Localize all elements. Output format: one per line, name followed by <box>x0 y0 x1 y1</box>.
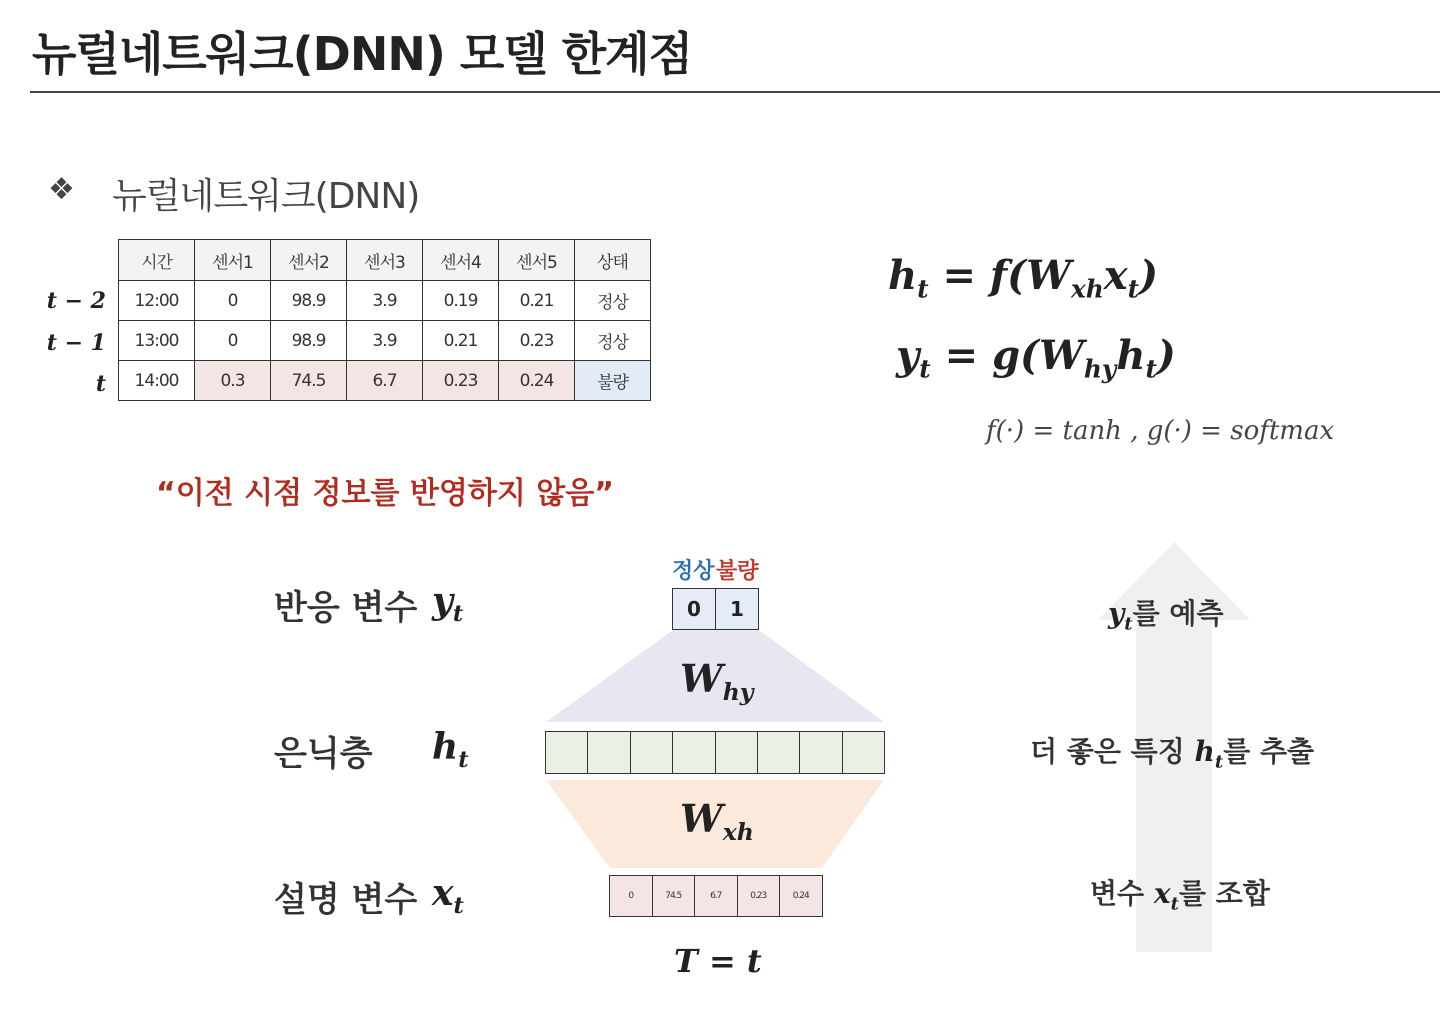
table-cell: 0.23 <box>499 321 575 361</box>
arrow-text-combine: 변수 $x_t$를 조합 <box>1090 877 1270 915</box>
equation-hidden: $h_t = f(W_{xh}x_t)$ <box>888 252 1159 304</box>
header-status: 상태 <box>575 240 651 281</box>
hidden-cell <box>546 732 587 773</box>
table-cell: 0.21 <box>423 321 499 361</box>
activation-functions: f(·) = tanh , g(·) = softmax <box>986 416 1335 446</box>
time-label: T = t <box>674 942 762 980</box>
input-vector <box>609 875 823 917</box>
input-cell: 6.7 <box>694 876 737 916</box>
table-cell: 13:00 <box>119 321 195 361</box>
input-cell: 0.24 <box>779 876 822 916</box>
hidden-symbol: $h_t$ <box>432 726 469 773</box>
response-symbol: $y_t$ <box>432 580 464 627</box>
hidden-layer-label: 은닉층 <box>274 734 373 774</box>
arrow-text-extract: 더 좋은 특징 $h_t$를 추출 <box>1030 735 1315 773</box>
header-sensor1: 센서1 <box>195 240 271 281</box>
row-label-t-1: t − 1 <box>46 330 106 356</box>
hidden-cell <box>672 732 714 773</box>
row-label-t-2: t − 2 <box>46 288 106 314</box>
output-cell: 1 <box>715 589 758 629</box>
table-cell: 0.19 <box>423 281 499 321</box>
bullet-text: 뉴럴네트워크(DNN) <box>112 176 420 217</box>
table-cell: 0.21 <box>499 281 575 321</box>
table-cell: 12:00 <box>119 281 195 321</box>
input-variable-label: 설명 변수 <box>274 880 418 920</box>
input-cell: 0.23 <box>737 876 780 916</box>
weight-xh-label: $W_{xh}$ <box>680 796 754 847</box>
hidden-cell <box>842 732 884 773</box>
table-cell: 정상 <box>575 321 651 361</box>
output-cell: 0 <box>673 589 715 629</box>
table-cell-changed: 74.5 <box>271 361 347 401</box>
input-symbol: $x_t$ <box>432 872 464 919</box>
output-vector <box>672 588 759 630</box>
output-label-normal: 정상 <box>672 559 715 584</box>
hidden-cell <box>757 732 799 773</box>
header-sensor3: 센서3 <box>347 240 423 281</box>
input-cell: 0 <box>610 876 652 916</box>
limitation-quote: “이전 시점 정보를 반영하지 않음” <box>156 476 614 511</box>
header-sensor5: 센서5 <box>499 240 575 281</box>
table-cell: 0 <box>195 281 271 321</box>
header-sensor4: 센서4 <box>423 240 499 281</box>
table-cell-status-defect: 불량 <box>575 361 651 401</box>
diamond-cluster-icon: ❖ <box>48 172 75 207</box>
table-cell-changed: 0.3 <box>195 361 271 401</box>
arrow-text-predict: $y_t$를 예측 <box>1108 597 1224 635</box>
hidden-layer-vector <box>545 731 885 774</box>
table-cell: 98.9 <box>271 321 347 361</box>
weight-hy-label: $W_{hy}$ <box>680 656 754 707</box>
input-cell: 74.5 <box>652 876 695 916</box>
hidden-cell <box>715 732 757 773</box>
table-cell: 정상 <box>575 281 651 321</box>
table-cell: 3.9 <box>347 281 423 321</box>
table-cell: 98.9 <box>271 281 347 321</box>
table-cell: 0 <box>195 321 271 361</box>
row-label-t: t <box>95 371 106 397</box>
table-cell: 14:00 <box>119 361 195 401</box>
page-title: 뉴럴네트워크(DNN) 모델 한계점 <box>32 27 693 81</box>
header-sensor2: 센서2 <box>271 240 347 281</box>
table-cell: 3.9 <box>347 321 423 361</box>
hidden-cell <box>630 732 672 773</box>
hidden-cell <box>587 732 629 773</box>
header-time: 시간 <box>119 240 195 281</box>
output-label-defect: 불량 <box>716 559 759 584</box>
table-cell-changed: 0.24 <box>499 361 575 401</box>
response-variable-label: 반응 변수 <box>274 588 418 628</box>
table-cell-changed: 6.7 <box>347 361 423 401</box>
table-cell-changed: 0.23 <box>423 361 499 401</box>
hidden-cell <box>799 732 841 773</box>
equation-output: $y_t = g(W_{hy}h_t)$ <box>896 332 1176 384</box>
